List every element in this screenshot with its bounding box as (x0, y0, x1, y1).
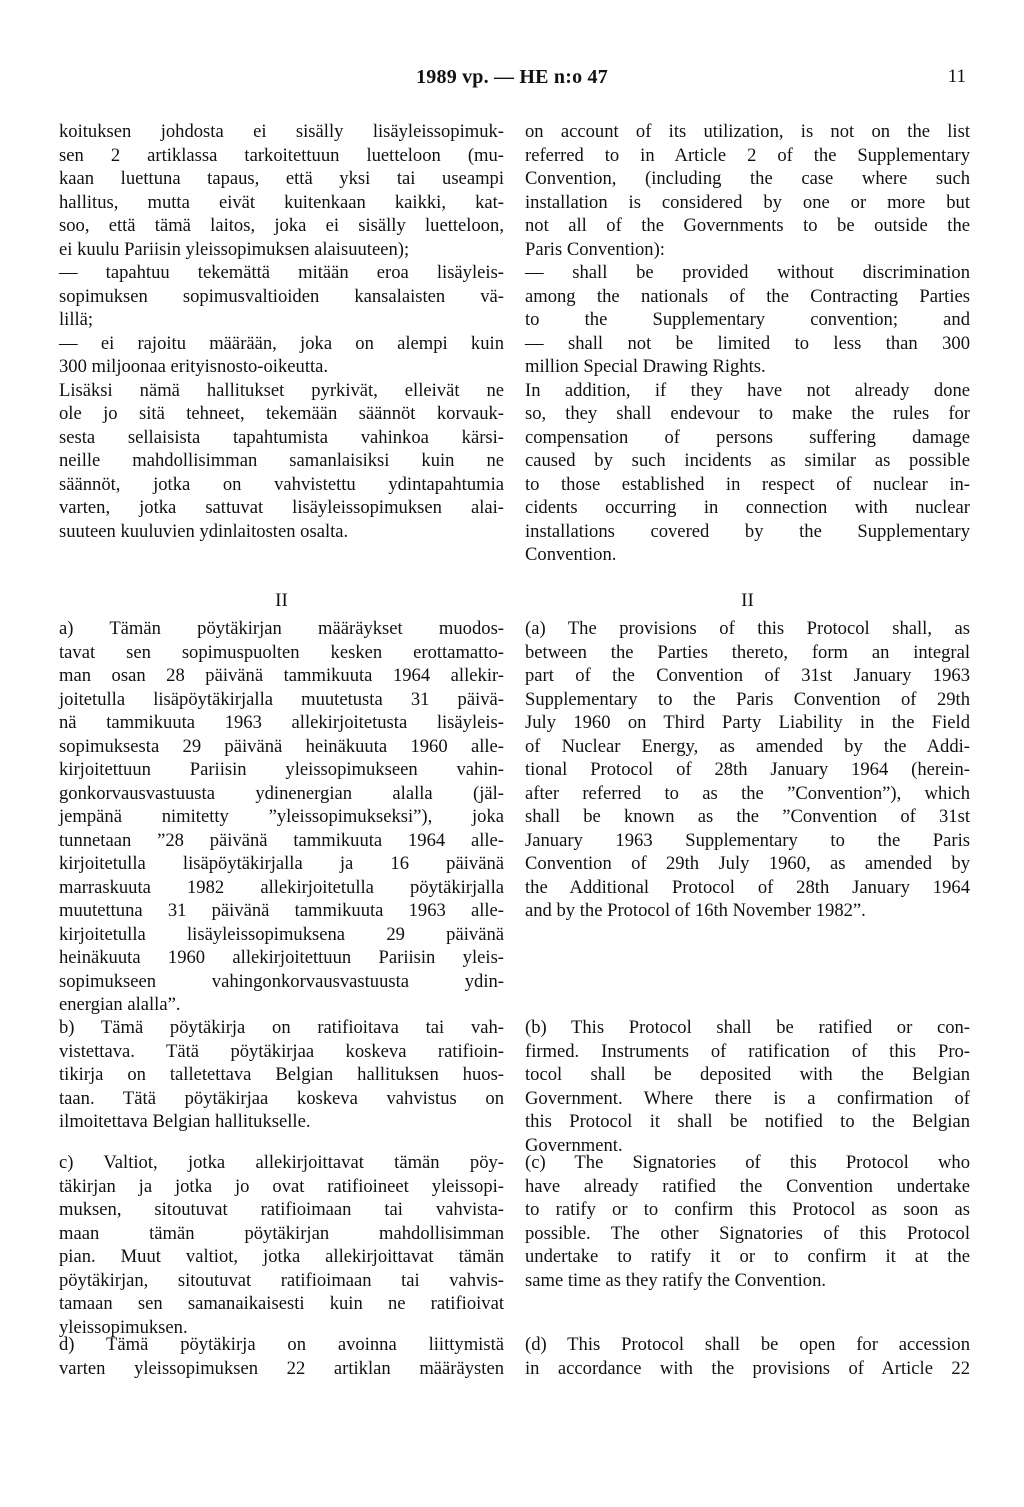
text-line: energian alalla”. (59, 994, 181, 1015)
text-line: 300 miljoonaa erityisnosto-oikeutta. (59, 356, 329, 377)
text-line: (c) The Signatories of this Protocol who (525, 1152, 970, 1173)
text-line: muutettuna 31 päivänä tammikuuta 1963 alle- (59, 900, 504, 921)
text-line: ei kuulu Pariisin yleissopimuksen alaisuuteen); (59, 238, 410, 260)
text-line: ole jo sitä tehneet, tekemään säännöt korvauk- (59, 403, 504, 424)
text-line: tikirja on talletettava Belgian hallituksen huos- (59, 1064, 504, 1085)
text-line: undertake to ratify it or to confirm it at the (525, 1246, 970, 1267)
text-line: sopimuksen sopimusvaltioiden kansalaisten vä- (59, 285, 504, 307)
text-line: — shall be provided without discrimination (525, 262, 970, 283)
text-line: b) Tämä pöytäkirja on ratifioitava tai vah- (59, 1017, 504, 1038)
finnish-paragraph-d (59, 1333, 504, 1380)
text-line: in accordance with the provisions of Article 22 (525, 1357, 970, 1379)
text-line: of Nuclear Energy, as amended by the Addi- (525, 735, 970, 757)
text-line: tavat sen sopimuspuolten kesken erottamatto- (59, 641, 504, 663)
text-line: referred to in Article 2 of the Supplementary (525, 144, 970, 166)
text-line: d) Tämä pöytäkirja on avoinna liittymistä (59, 1334, 504, 1355)
text-line: Government. Where there is a confirmation of (525, 1087, 970, 1109)
english-paragraph-b (525, 1016, 970, 1157)
text-line: part of the Convention of 31st January 1963 (525, 665, 970, 686)
text-line: Lisäksi nämä hallitukset pyrkivät, elleivät ne (59, 379, 504, 401)
text-line: (d) This Protocol shall be open for accession (525, 1334, 970, 1355)
finnish-paragraph-intro (59, 120, 504, 543)
text-line: tamaan sen samanaikaisesti kuin ne ratifioivat (59, 1293, 504, 1314)
text-line: — tapahtuu tekemättä mitään eroa lisäyleis- (59, 262, 504, 283)
text-line: million Special Drawing Rights. (525, 356, 766, 377)
text-line: between the Parties thereto, form an integral (525, 641, 970, 663)
text-line: muksen, sitoutuvat ratifioimaan tai vahvista- (59, 1199, 504, 1220)
text-line: compensation of persons suffering damage (525, 426, 970, 448)
text-line: taan. Tätä pöytäkirjaa koskeva vahvistus on (59, 1087, 504, 1109)
text-line: Paris Convention): (525, 238, 665, 260)
text-line: nä tammikuuta 1963 allekirjoitetusta lisäyleis- (59, 712, 504, 733)
text-line: January 1963 Supplementary to the Paris (525, 829, 970, 851)
text-line: Convention. (525, 544, 617, 565)
text-line: ilmoitettava Belgian hallitukselle. (59, 1111, 311, 1132)
text-line: sesta sellaisista tapahtumista vahinkoa kärsi- (59, 426, 504, 448)
text-line: tocol shall be deposited with the Belgian (525, 1064, 970, 1085)
english-paragraph-intro (525, 120, 970, 567)
text-line: so, they shall endevour to make the rules for (525, 403, 970, 424)
text-line: after referred to as the ”Convention”), which (525, 782, 970, 804)
text-line: varten yleissopimuksen 22 artiklan määräysten (59, 1357, 504, 1379)
text-line: man osan 28 päivänä tammikuuta 1964 allekir- (59, 665, 504, 686)
page-header (0, 66, 1024, 96)
text-line: sopimukseen vahingonkorvausvastuusta ydin- (59, 970, 504, 992)
text-line: on account of its utilization, is not on the list (525, 121, 970, 142)
english-section-heading: II (741, 590, 754, 611)
text-line: pian. Muut valtiot, jotka allekirjoittavat tämän (59, 1246, 504, 1267)
text-line: to those established in respect of nuclear in- (525, 473, 970, 495)
text-line: — shall not be limited to less than 300 (525, 332, 970, 354)
text-line: hallitus, mutta eivät kuitenkaan kaikki, kat- (59, 191, 504, 213)
text-line: sen 2 artiklassa tarkoitettuun luetteloon (mu- (59, 144, 504, 166)
text-line: have already ratified the Convention undertake (525, 1175, 970, 1197)
text-line: kirjoitettuun Pariisin yleissopimukseen vahin- (59, 759, 504, 780)
text-line: In addition, if they have not already done (525, 379, 970, 401)
finnish-section-heading: II (275, 590, 288, 611)
text-line: possible. The other Signatories of this Protocol (525, 1222, 970, 1244)
text-line: marraskuuta 1982 allekirjoitetulla pöytäkirjalla (59, 876, 504, 898)
english-paragraph-d (525, 1333, 970, 1380)
text-line: yleissopimuksen. (59, 1316, 188, 1338)
text-line: Government. (525, 1134, 623, 1156)
text-line: shall be known as the ”Convention of 31st (525, 806, 970, 827)
text-line: to the Supplementary convention; and (525, 309, 970, 330)
text-line: kirjoitetulla lisäpöytäkirjalla ja 16 päivänä (59, 853, 504, 874)
text-line: cidents occurring in connection with nuclear (525, 497, 970, 518)
text-line: — ei rajoitu määrään, joka on alempi kuin (59, 332, 504, 354)
text-line: Convention, (including the case where such (525, 168, 970, 189)
text-line: (b) This Protocol shall be ratified or con- (525, 1017, 970, 1038)
text-line: tunnetaan ”28 päivänä tammikuuta 1964 alle- (59, 829, 504, 851)
text-line: koituksen johdosta ei sisälly lisäyleissopimuk- (59, 121, 504, 142)
text-line: vistettava. Tätä pöytäkirjaa koskeva ratifioin- (59, 1040, 504, 1062)
text-line: täkirjan ja jotka jo ovat ratifioineet yleissopi- (59, 1175, 504, 1197)
text-line: Convention of 29th July 1960, as amended by (525, 853, 970, 874)
text-line: firmed. Instruments of ratification of this Pro- (525, 1040, 970, 1062)
text-line: pöytäkirjan, sitoutuvat ratifioimaan tai vahvis- (59, 1269, 504, 1291)
text-line: kirjoitetulla lisäyleissopimuksena 29 päivänä (59, 923, 504, 945)
text-line: July 1960 on Third Party Liability in the Field (525, 712, 970, 733)
text-line: a) Tämän pöytäkirjan määräykset muodos- (59, 618, 504, 639)
text-line: säännöt, jotka on vahvistettu ydintapahtumia (59, 473, 504, 495)
finnish-paragraph-b (59, 1016, 504, 1134)
text-line: soo, että tämä laitos, joka ei sisälly luetteloon, (59, 215, 504, 236)
text-line: to ratify or to confirm this Protocol as soon as (525, 1199, 970, 1220)
english-paragraph-c (525, 1151, 970, 1292)
text-line: tional Protocol of 28th January 1964 (herein- (525, 759, 970, 780)
text-line: caused by such incidents as similar as possible (525, 450, 970, 471)
page-number: 11 (947, 66, 966, 87)
text-line: heinäkuuta 1960 allekirjoitettuun Pariisin yleis- (59, 947, 504, 968)
text-line: suuteen kuuluvien ydinlaitosten osalta. (59, 520, 349, 542)
text-line: kaan luettuna tapaus, että yksi tai useampi (59, 168, 504, 189)
text-line: sopimuksesta 29 päivänä heinäkuuta 1960 alle- (59, 735, 504, 757)
text-line: same time as they ratify the Convention. (525, 1269, 827, 1291)
text-line: the Additional Protocol of 28th January 1964 (525, 876, 970, 898)
text-line: joitetulla lisäpöytäkirjalla muutetusta 31 päivä- (59, 688, 504, 710)
text-line: this Protocol it shall be notified to the Belgian (525, 1111, 970, 1132)
finnish-paragraph-a (59, 617, 504, 1017)
english-paragraph-a (525, 617, 970, 923)
text-line: (a) The provisions of this Protocol shall, as (525, 618, 970, 639)
text-line: Supplementary to the Paris Convention of 29th (525, 688, 970, 710)
text-line: maan tämän pöytäkirjan mahdollisimman (59, 1222, 504, 1244)
finnish-paragraph-c (59, 1151, 504, 1339)
text-line: jempänä nimitetty ”yleissopimukseksi”), joka (59, 806, 504, 827)
text-line: among the nationals of the Contracting Parties (525, 285, 970, 307)
text-line: c) Valtiot, jotka allekirjoittavat tämän pöy- (59, 1152, 504, 1173)
text-line: not all of the Governments to be outside the (525, 215, 970, 236)
text-line: varten, jotka sattuvat lisäyleissopimuksen alai- (59, 497, 504, 518)
text-line: installations covered by the Supplementary (525, 520, 970, 542)
text-line: gonkorvausvastuusta ydinenergian alalla (jäl- (59, 782, 504, 804)
running-title: 1989 vp. — HE n:o 47 (416, 66, 608, 88)
text-line: and by the Protocol of 16th November 1982”. (525, 900, 866, 921)
text-line: installation is considered by one or more but (525, 191, 970, 213)
text-line: neille mahdollisimman samanlaisiksi kuin ne (59, 450, 504, 471)
text-line: lillä; (59, 309, 94, 330)
